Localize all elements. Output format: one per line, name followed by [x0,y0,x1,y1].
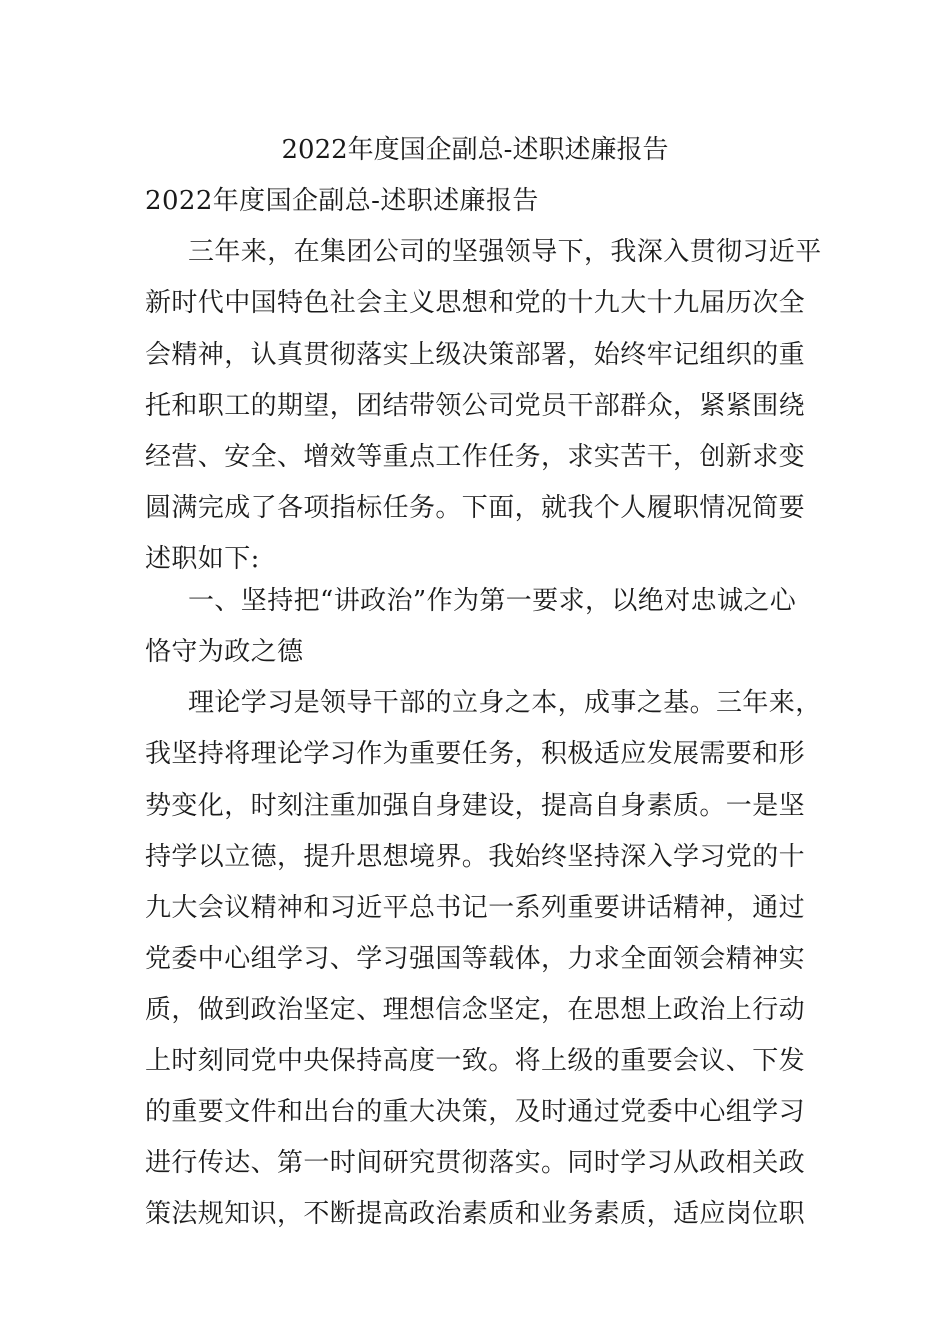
paragraph-line: 会精神，认真贯彻落实上级决策部署，始终牢记组织的重 [145,340,806,370]
document-subtitle: 2022年度国企副总-述职述廉报告 [145,186,539,216]
paragraph-line: 三年来，在集团公司的坚强领导下，我深入贯彻习近平 [188,237,822,267]
section-heading-line: 恪守为政之德 [145,637,304,667]
paragraph-line: 新时代中国特色社会主义思想和党的十九大十九届历次全 [145,288,806,318]
paragraph-line: 党委中心组学习、学习强国等载体，力求全面领会精神实 [145,944,806,974]
paragraph-line: 托和职工的期望，团结带领公司党员干部群众，紧紧围绕 [145,391,806,421]
paragraph-line: 理论学习是领导干部的立身之本，成事之基。三年来， [188,688,822,718]
paragraph-line: 上时刻同党中央保持高度一致。将上级的重要会议、下发 [145,1046,806,1076]
paragraph-line: 九大会议精神和习近平总书记一系列重要讲话精神，通过 [145,893,806,923]
section-heading-line: 一、坚持把“讲政治”作为第一要求，以绝对忠诚之心 [188,586,797,616]
paragraph-line: 势变化，时刻注重加强自身建设，提高自身素质。一是坚 [145,791,806,821]
paragraph-line: 我坚持将理论学习作为重要任务，积极适应发展需要和形 [145,739,806,769]
paragraph-line: 质，做到政治坚定、理想信念坚定，在思想上政治上行动 [145,995,806,1025]
paragraph-line: 持学以立德，提升思想境界。我始终坚持深入学习党的十 [145,842,806,872]
paragraph-line: 圆满完成了各项指标任务。下面，就我个人履职情况简要 [145,493,806,523]
paragraph-line: 述职如下: [145,544,260,574]
paragraph-line: 策法规知识，不断提高政治素质和业务素质，适应岗位职 [145,1199,806,1229]
document-title: 2022年度国企副总-述职述廉报告 [281,135,669,165]
paragraph-line: 进行传达、第一时间研究贯彻落实。同时学习从政相关政 [145,1148,806,1178]
paragraph-line: 经营、安全、增效等重点工作任务，求实苦干，创新求变 [145,442,806,472]
paragraph-line: 的重要文件和出台的重大决策，及时通过党委中心组学习 [145,1097,806,1127]
